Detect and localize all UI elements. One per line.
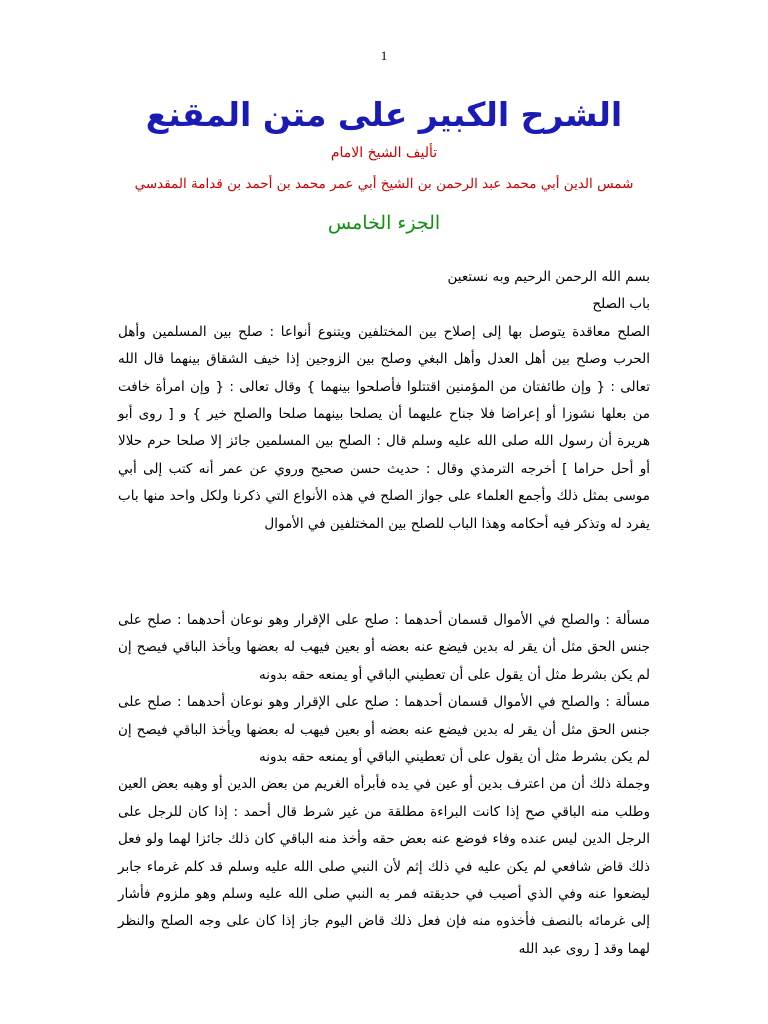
intro-section xyxy=(118,264,650,538)
masala-section xyxy=(118,607,650,963)
masala-paragraph: مسألة : والصلح في الأموال قسمان أحدهما : صلح على الإقرار وهو نوعان أحدهما : صلح على جنس الحق مثل أن يقر له بدين فيضع عنه بعضه أو بعين فيهب له بعضها ويأخذ الباقي فيصح إن لم يكن بشرط مثل أن يقول على أن تعطيني الباقي أو يمنعه حقه بدونه xyxy=(118,694,650,766)
basmala: بسم الله الرحمن الرحيم وبه نستعين xyxy=(447,269,650,285)
page-number: 1 xyxy=(380,48,388,63)
chapter-heading: باب الصلح xyxy=(592,296,650,313)
author-name: شمس الدين أبي محمد عبد الرحمن بن الشيخ أبي عمر محمد بن أحمد بن قدامة المقدسي xyxy=(134,176,634,192)
book-title: الشرح الكبير على متن المقنع xyxy=(145,95,623,134)
subtitle: تأليف الشيخ الامام xyxy=(330,145,438,161)
intro-paragraph: الصلح معاقدة يتوصل بها إلى إصلاح بين المختلفين ويتنوع أنواعا : صلح بين المسلمين وأهل الحرب وصلح بين أهل العدل وأهل البغي وصلح بين الزوجين إذا خيف الشقاق بينهما قال الله تعالى : { وإن طائفتان من المؤمنين اقتتلوا فأصلحوا بينهما } وقال تعالى : { وإن امرأة خافت من بعلها نشوزا أو إعراضا فلا جناح عليهما أن يصلحا بينهما صلحا والصلح خير } و [ روى أبو هريرة أن رسول الله صلى الله عليه وسلم قال : الصلح بين المسلمين جائز إلا صلحا حرم حلالا أو أحل حراما ] أخرجه الترمذي وقال : حديث حسن صحيح وروي عن عمر أنه كتب إلى أبي موسى بمثل ذلك وأجمع العلماء على جواز الصلح في هذه الأنواع التي ذكرنا ولكل واحد منها باب يفرد له وتذكر فيه أحكامه وهذا الباب للصلح بين المختلفين في الأموال xyxy=(118,323,650,532)
explanation-paragraph: وجملة ذلك أن من اعترف بدين أو عين في يده فأبرأه الغريم من بعض الدين أو وهبه بعض العين وطلب منه الباقي صح إذا كانت البراءة مطلقة من غير شرط قال أحمد : إذا كان للرجل على الرجل الدين ليس عنده وفاء فوضع عنه بعض حقه وأخذ منه الباقي كان ذلك جائزا لهما ولو فعل ذلك قاض شافعي لم يكن عليه في ذلك إثم لأن النبي صلى الله عليه وسلم قد كلم غرماء جابر ليضعوا عنه وفي الذي أصيب في حديقته فمر به النبي صلى الله عليه وسلم وهو ملزوم فأشار إلى غرمائه بالنصف فأخذوه منه فإن فعل ذلك قاض اليوم جاز إذا كان على وجه الصلح والنظر لهما وقد [ روى عبد الله xyxy=(118,776,650,957)
volume-label: الجزء الخامس xyxy=(327,212,441,234)
masala-paragraph: مسألة : والصلح في الأموال قسمان أحدهما : صلح على الإقرار وهو نوعان أحدهما : صلح على جنس الحق مثل أن يقر له بدين فيضع عنه بعضه أو بعين فيهب له بعضها ويأخذ الباقي فيصح إن لم يكن بشرط مثل أن يقول على أن تعطيني الباقي أو يمنعه حقه بدونه xyxy=(118,612,650,683)
